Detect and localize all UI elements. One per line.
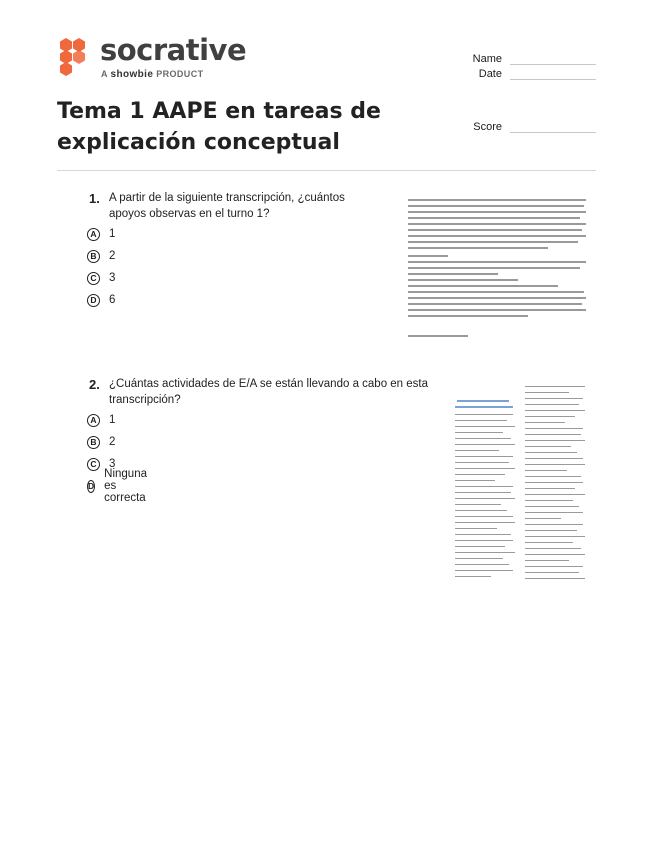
transcript-image-1 — [408, 197, 590, 345]
option-c[interactable] — [87, 270, 115, 286]
question-text: A partir de la siguiente transcripción, ¿cuántos apoyos observas en el turno 1? — [109, 192, 345, 220]
option-b[interactable] — [87, 248, 115, 264]
score-line — [510, 132, 596, 133]
option-letter: B — [87, 250, 100, 263]
option-d[interactable] — [87, 468, 152, 504]
option-text: 1 — [109, 228, 116, 240]
brand-name: socrative — [100, 33, 247, 67]
option-letter: D — [88, 481, 95, 491]
date-line — [510, 79, 596, 80]
option-letter: D — [87, 294, 100, 307]
option-text: 3 — [109, 272, 116, 284]
option-letter: B — [87, 436, 100, 449]
page-title: Tema 1 AAPE en tareas de explicación conceptual — [57, 99, 381, 155]
option-text: 6 — [109, 294, 116, 306]
brand-tagline: A showbie PRODUCT — [101, 69, 204, 80]
name-line — [510, 64, 596, 65]
option-text: 1 — [109, 414, 116, 426]
option-text: 2 — [109, 436, 116, 448]
question-number: 1. — [89, 191, 100, 206]
date-label: Date — [478, 68, 502, 80]
option-text: Ninguna es correcta — [104, 468, 147, 504]
option-text: 2 — [109, 250, 116, 262]
option-letter: C — [87, 272, 100, 285]
transcript-image-2 — [453, 384, 587, 588]
score-label: Score — [473, 121, 502, 133]
option-b[interactable] — [87, 434, 115, 450]
option-letter: A — [87, 228, 100, 241]
option-letter: A — [87, 414, 100, 427]
option-a[interactable] — [87, 226, 115, 242]
socrative-logo-icon — [57, 36, 91, 78]
option-d[interactable] — [87, 292, 115, 308]
option-letter: C — [87, 458, 100, 471]
name-label: Name — [472, 53, 502, 65]
option-text: 3 — [109, 458, 116, 470]
question-number: 2. — [89, 377, 100, 392]
option-a[interactable] — [87, 412, 115, 428]
divider — [57, 170, 596, 171]
question-text: ¿Cuántas actividades de E/A se están llevando a cabo en esta transcripción? — [109, 378, 429, 406]
